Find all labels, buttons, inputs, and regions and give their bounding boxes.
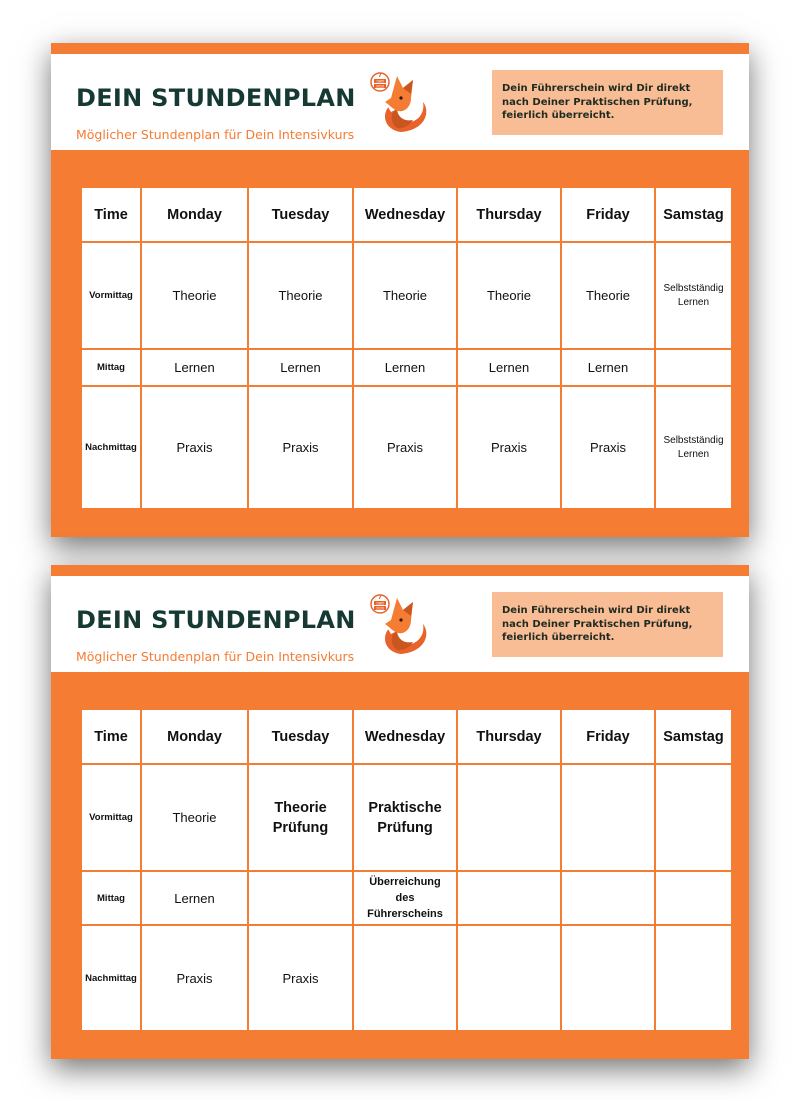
logo-badge-line2: 1985 bbox=[375, 601, 385, 606]
table-cell: Praxis bbox=[141, 386, 248, 509]
header-monday: Monday bbox=[141, 709, 248, 764]
page-subtitle: Möglicher Stundenplan für Dein Intensivkurs bbox=[76, 127, 355, 142]
logo-badge-line2: 1985 bbox=[375, 79, 385, 84]
header-samstag: Samstag bbox=[655, 187, 732, 242]
info-note: Dein Führerschein wird Dir direkt nach Deiner Praktischen Prüfung, feierlich überreicht. bbox=[492, 70, 723, 135]
row-label-nachmittag: Nachmittag bbox=[81, 386, 141, 509]
table-cell: Selbstständig Lernen bbox=[655, 242, 732, 349]
header-thursday: Thursday bbox=[457, 709, 561, 764]
schedule-card-2 bbox=[51, 565, 749, 1059]
table-cell: Theorie bbox=[457, 242, 561, 349]
header-monday: Monday bbox=[141, 187, 248, 242]
table-cell bbox=[655, 925, 732, 1031]
table-cell bbox=[655, 764, 732, 871]
row-label-mittag: Mittag bbox=[81, 871, 141, 925]
fox-logo-icon bbox=[367, 68, 439, 140]
table-row bbox=[81, 242, 732, 349]
table-cell: Theorie bbox=[561, 242, 655, 349]
table-cell: Praxis bbox=[141, 925, 248, 1031]
page-title: DEIN STUNDENPLAN bbox=[76, 84, 356, 112]
table-cell: Praxis bbox=[561, 386, 655, 509]
page-subtitle: Möglicher Stundenplan für Dein Intensivkurs bbox=[76, 649, 355, 664]
table-cell: Lernen bbox=[141, 349, 248, 386]
table-cell bbox=[655, 349, 732, 386]
table-cell: Überreichung des Führerscheins bbox=[353, 871, 457, 925]
row-label-vormittag: Vormittag bbox=[81, 764, 141, 871]
table-cell: Theorie bbox=[353, 242, 457, 349]
table-cell bbox=[457, 871, 561, 925]
header-time: Time bbox=[81, 187, 141, 242]
table-row bbox=[81, 871, 732, 925]
table-cell: Theorie bbox=[248, 242, 353, 349]
table-header-row bbox=[81, 709, 732, 764]
logo-badge-line1: 7 bbox=[377, 594, 383, 601]
table-cell bbox=[655, 871, 732, 925]
schedule-table bbox=[80, 186, 733, 510]
table-cell: Praxis bbox=[248, 925, 353, 1031]
table-cell: Lernen bbox=[457, 349, 561, 386]
header-friday: Friday bbox=[561, 709, 655, 764]
header-thursday: Thursday bbox=[457, 187, 561, 242]
table-cell: Theorie bbox=[141, 764, 248, 871]
header-time: Time bbox=[81, 709, 141, 764]
table-cell bbox=[353, 925, 457, 1031]
table-cell: Praxis bbox=[353, 386, 457, 509]
table-cell bbox=[561, 764, 655, 871]
table-row bbox=[81, 764, 732, 871]
table-cell: Praxis bbox=[457, 386, 561, 509]
card-header bbox=[51, 576, 749, 672]
fox-logo-icon bbox=[367, 590, 439, 662]
table-header-row bbox=[81, 187, 732, 242]
header-wednesday: Wednesday bbox=[353, 187, 457, 242]
table-cell: Praxis bbox=[248, 386, 353, 509]
info-note: Dein Führerschein wird Dir direkt nach Deiner Praktischen Prüfung, feierlich überreicht. bbox=[492, 592, 723, 657]
table-cell: Lernen bbox=[248, 349, 353, 386]
table-cell: Praktische Prüfung bbox=[353, 764, 457, 871]
table-cell: Lernen bbox=[353, 349, 457, 386]
page-title: DEIN STUNDENPLAN bbox=[76, 606, 356, 634]
table-cell: Theorie bbox=[141, 242, 248, 349]
table-cell bbox=[457, 925, 561, 1031]
row-label-vormittag: Vormittag bbox=[81, 242, 141, 349]
logo-badge-line1: 7 bbox=[377, 72, 383, 79]
table-cell: Lernen bbox=[561, 349, 655, 386]
table-cell: Selbstständig Lernen bbox=[655, 386, 732, 509]
table-cell bbox=[457, 764, 561, 871]
header-friday: Friday bbox=[561, 187, 655, 242]
header-samstag: Samstag bbox=[655, 709, 732, 764]
row-label-nachmittag: Nachmittag bbox=[81, 925, 141, 1031]
schedule-table bbox=[80, 708, 733, 1032]
schedule-card-1 bbox=[51, 43, 749, 537]
table-cell bbox=[561, 871, 655, 925]
table-row bbox=[81, 349, 732, 386]
logo-badge-line3: 2020 bbox=[375, 606, 385, 611]
logo-badge-line3: 2020 bbox=[375, 84, 385, 89]
table-cell bbox=[248, 871, 353, 925]
table-row bbox=[81, 386, 732, 509]
table-cell: Theorie Prüfung bbox=[248, 764, 353, 871]
table-cell bbox=[561, 925, 655, 1031]
header-wednesday: Wednesday bbox=[353, 709, 457, 764]
header-tuesday: Tuesday bbox=[248, 709, 353, 764]
table-row bbox=[81, 925, 732, 1031]
header-tuesday: Tuesday bbox=[248, 187, 353, 242]
table-cell: Lernen bbox=[141, 871, 248, 925]
row-label-mittag: Mittag bbox=[81, 349, 141, 386]
card-header bbox=[51, 54, 749, 150]
